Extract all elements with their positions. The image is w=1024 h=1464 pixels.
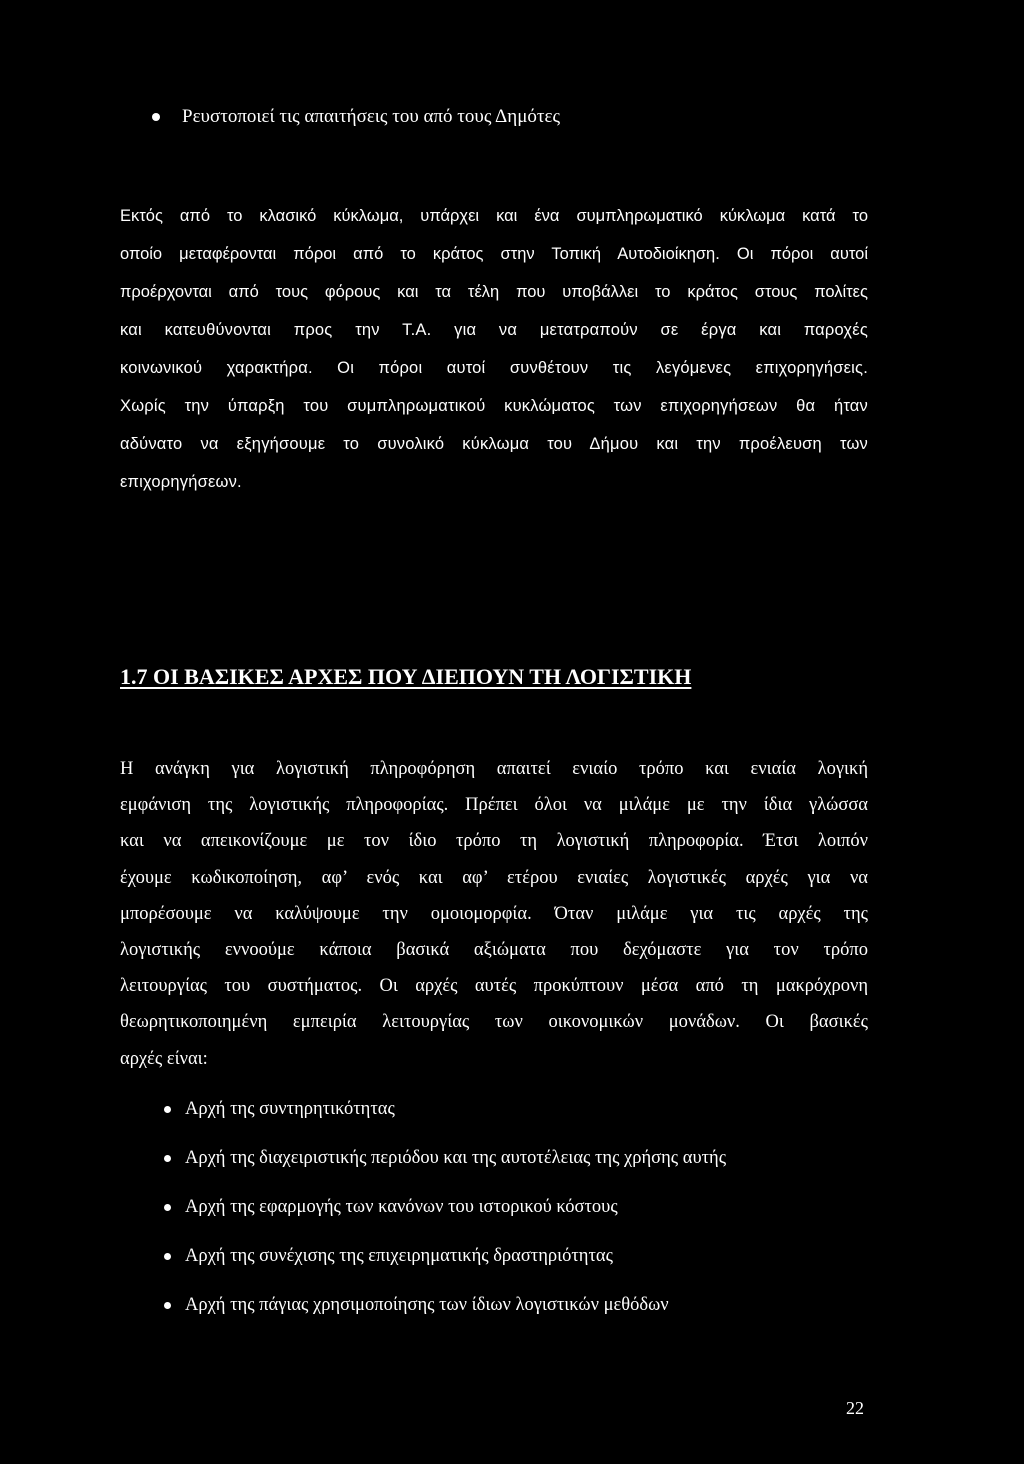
paragraph-line: Χωρίς την ύπαρξη του συμπληρωματικού κυκλώματος των επιχορηγήσεων θα ήταν [120, 397, 868, 415]
top-bullet-text: Ρευστοποιεί τις απαιτήσεις του από τους Δημότες [182, 106, 561, 127]
list-item [164, 1196, 726, 1218]
section-heading: 1.7 ΟΙ ΒΑΣΙΚΕΣ ΑΡΧΕΣ ΠΟΥ ΔΙΕΠΟΥΝ ΤΗ ΛΟΓΙΣΤΙΚΗ [120, 664, 692, 689]
top-bullet-item [152, 106, 560, 128]
paragraph-line: λογιστικής εννοούμε κάποια βασικά αξιώματα που δεχόμαστε για τον τρόπο [120, 939, 868, 960]
list-item [164, 1294, 726, 1316]
page-number: 22 [846, 1398, 864, 1418]
paragraph-accounting-principles [120, 758, 868, 1084]
paragraph-line: αδύνατο να εξηγήσουμε το συνολικό κύκλωμα του Δήμου και την προέλευση των [120, 435, 868, 453]
principles-list [164, 1098, 726, 1343]
paragraph-supplementary-circuit [120, 206, 868, 510]
paragraph-line: και να απεικονίζουμε με τον ίδιο τρόπο τη λογιστική πληροφορία. Έτσι λοιπόν [120, 831, 868, 852]
paragraph-line: έχουμε κωδικοποίηση, αφ’ ενός και αφ’ ετέρου ενιαίες λογιστικές αρχές για να [120, 867, 868, 888]
bullet-icon [164, 1106, 171, 1113]
paragraph-line: αρχές είναι: [120, 1048, 208, 1069]
paragraph-line: θεωρητικοποιημένη εμπειρία λειτουργίας των οικονομικών μονάδων. Οι βασικές [120, 1012, 868, 1033]
list-item [164, 1098, 726, 1120]
bullet-icon [164, 1302, 171, 1309]
paragraph-line: Η ανάγκη για λογιστική πληροφόρηση απαιτεί ενιαίο τρόπο και ενιαία λογική [120, 759, 868, 779]
list-item [164, 1147, 726, 1169]
paragraph-line: κοινωνικού χαρακτήρα. Οι πόροι αυτοί συνθέτουν τις λεγόμενες επιχορηγήσεις. [120, 359, 868, 377]
paragraph-line: οποίο μεταφέρονται πόροι από το κράτος στην Τοπική Αυτοδιοίκηση. Οι πόροι αυτοί [120, 245, 868, 263]
paragraph-line: και κατευθύνονται προς την Τ.Α. για να μετατραπούν σε έργα και παροχές [120, 321, 868, 339]
paragraph-line: Εκτός από το κλασικό κύκλωμα, υπάρχει και ένα συμπληρωματικό κύκλωμα κατά το [120, 207, 868, 225]
list-item-text: Αρχή της πάγιας χρησιμοποίησης των ίδιων λογιστικών μεθόδων [185, 1294, 669, 1315]
paragraph-line: λειτουργίας του συστήματος. Οι αρχές αυτές προκύπτουν μέσα από τη μακρόχρονη [120, 976, 868, 997]
list-item-text: Αρχή της διαχειριστικής περιόδου και της αυτοτέλειας της χρήσης αυτής [185, 1147, 727, 1168]
bullet-icon [164, 1155, 171, 1162]
paragraph-line: επιχορηγήσεων. [120, 473, 242, 491]
paragraph-line: μπορέσουμε να καλύψουμε την ομοιομορφία. Όταν μιλάμε για τις αρχές της [120, 903, 868, 924]
paragraph-line: προέρχονται από τους φόρους και τα τέλη που υποβάλλει το κράτος στους πολίτες [120, 283, 868, 301]
list-item-text: Αρχή της συνέχισης της επιχειρηματικής δραστηριότητας [185, 1245, 613, 1266]
bullet-icon [152, 113, 160, 121]
list-item-text: Αρχή της συντηρητικότητας [185, 1098, 395, 1119]
bullet-icon [164, 1253, 171, 1260]
list-item [164, 1245, 726, 1267]
list-item-text: Αρχή της εφαρμογής των κανόνων του ιστορικού κόστους [185, 1196, 618, 1217]
bullet-icon [164, 1204, 171, 1211]
paragraph-line: εμφάνιση της λογιστικής πληροφορίας. Πρέπει όλοι να μιλάμε με την ίδια γλώσσα [120, 795, 868, 816]
